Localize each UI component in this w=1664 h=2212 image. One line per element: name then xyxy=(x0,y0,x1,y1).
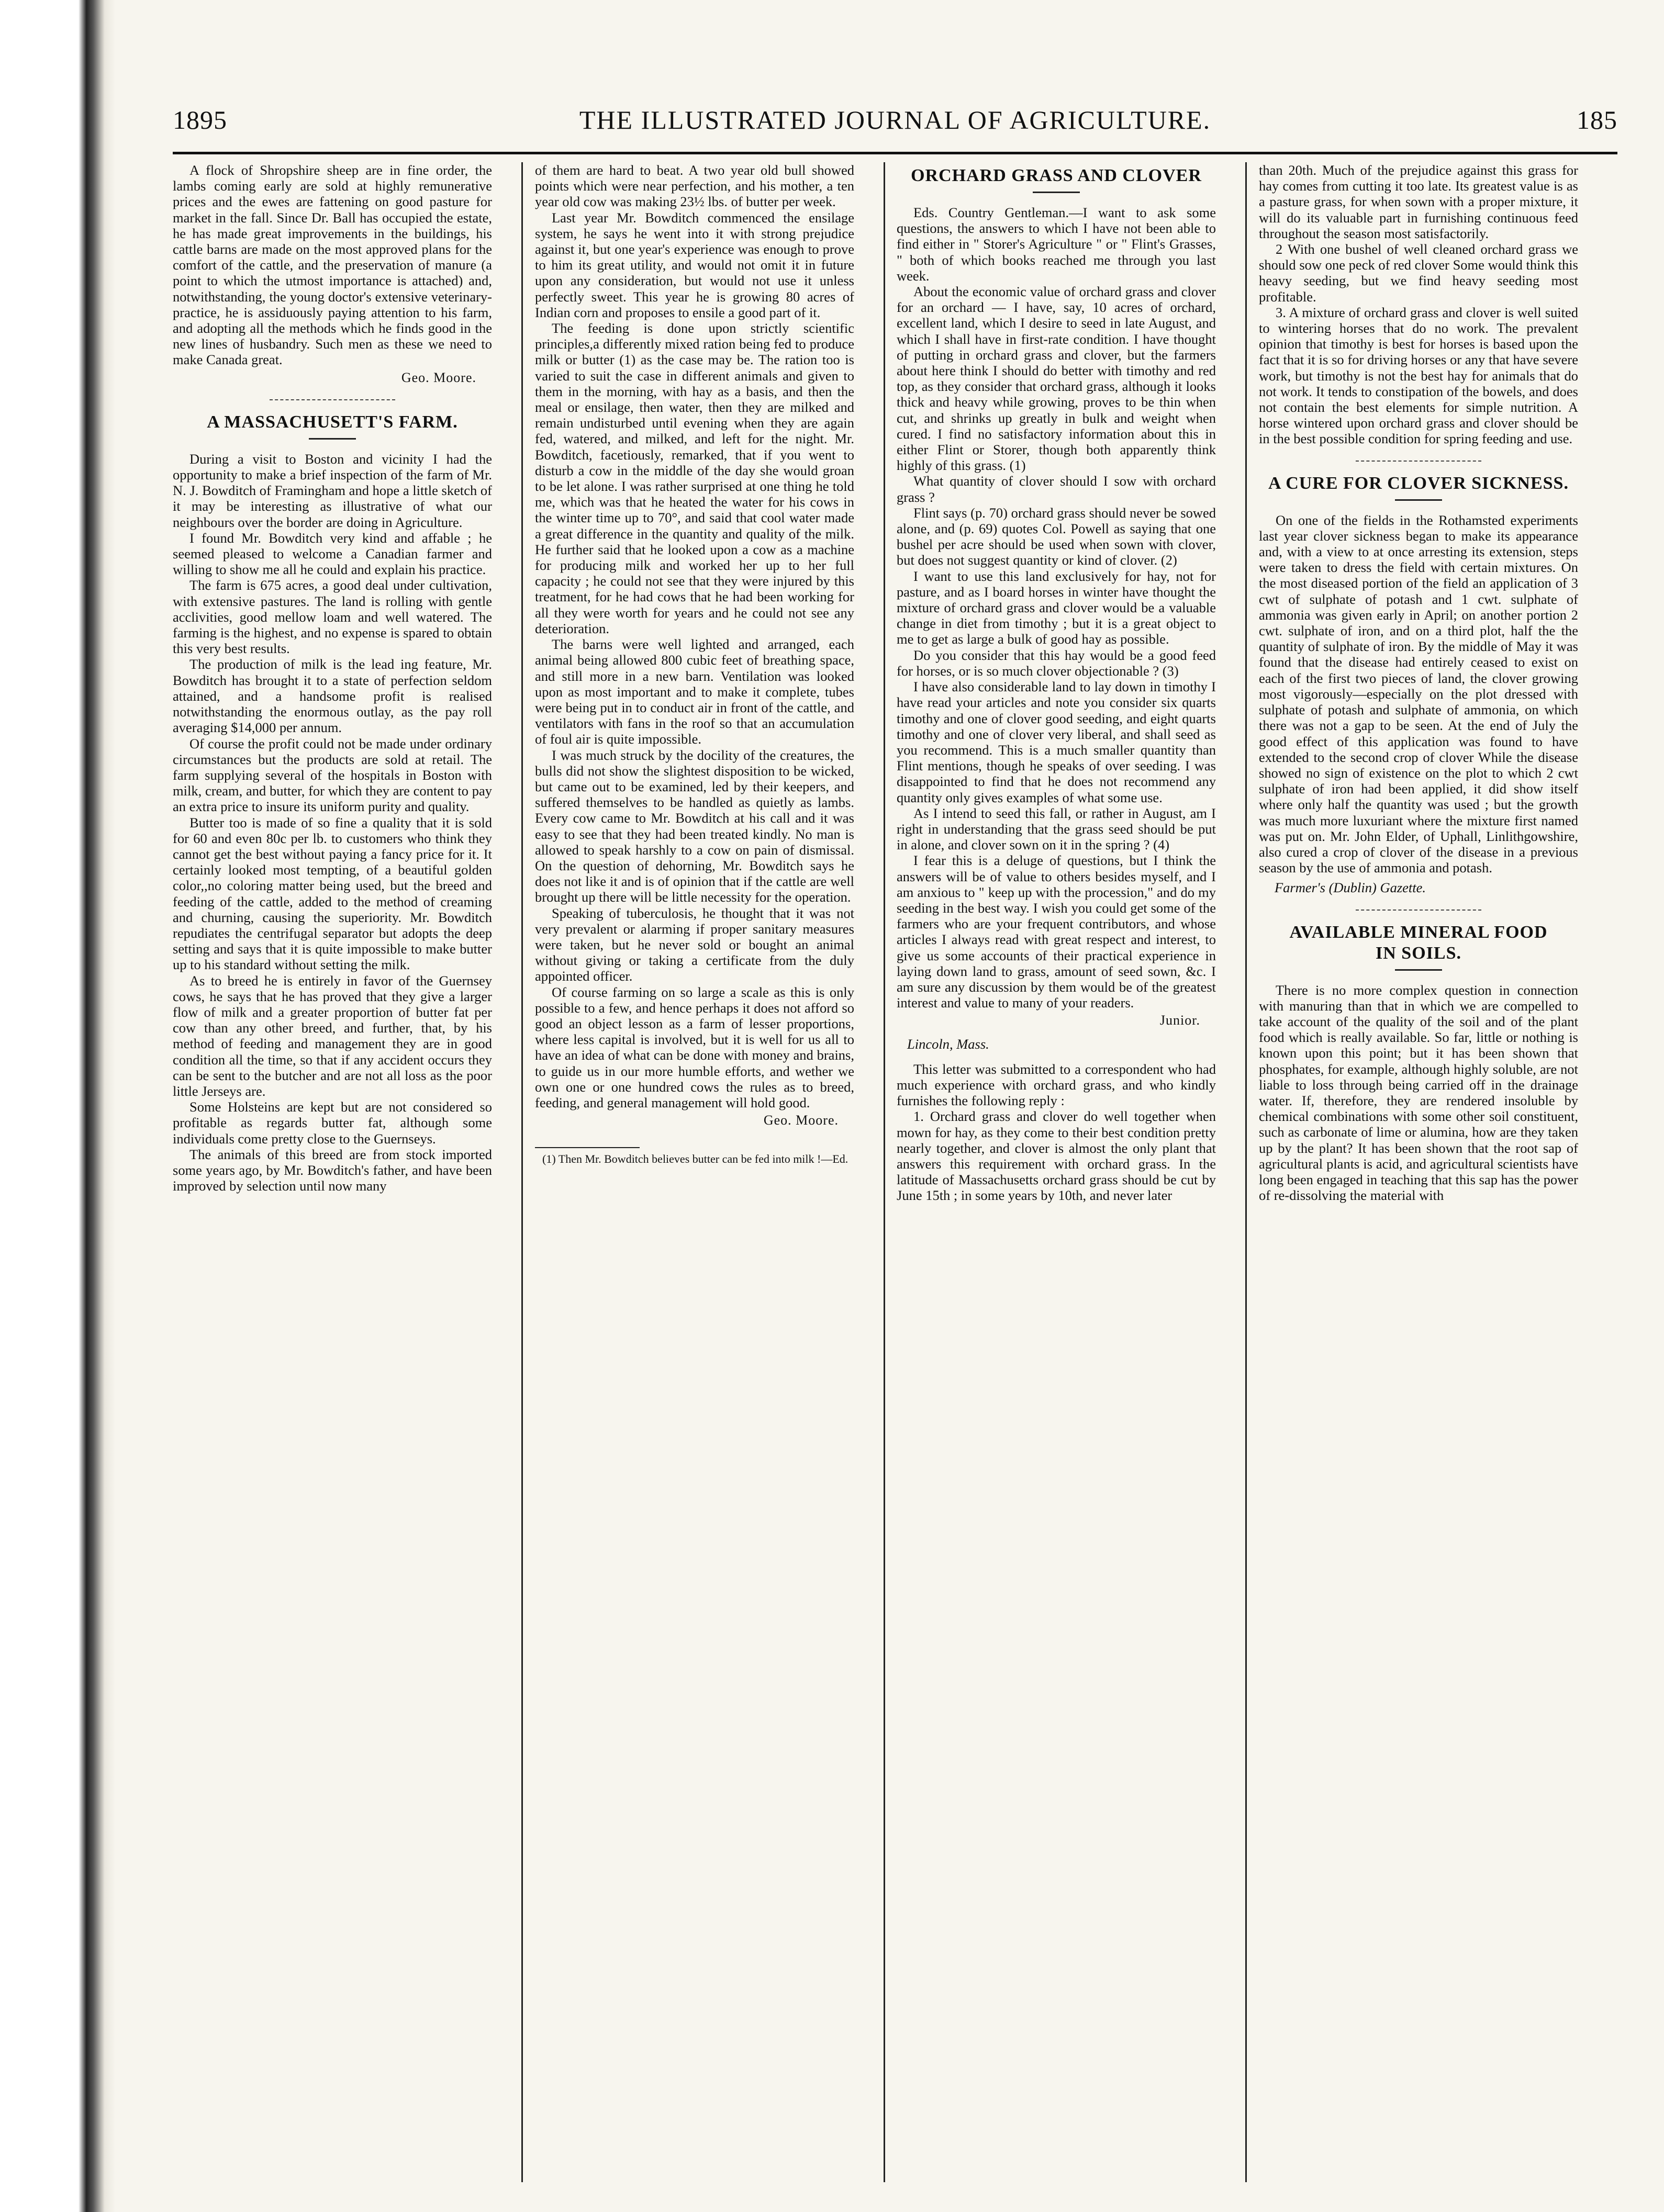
paragraph: Speaking of tuberculosis, he thought that it was not very prevalent or alarming if proper sanitary measures were taken, but he never sold or bought an animal without giving or taking a certificate from the duly appointed officer. xyxy=(535,905,854,984)
paragraph: A flock of Shropshire sheep are in fine order, the lambs coming early are sold at highly remunerative prices and the ewes are fattening on good pasture for market in the fall. Since Dr. Ball has occupied the estate, he has made great improvements in the buildings, his cattle barns are made on the most approved plans for the comfort of the cattle, and the preservation of manure (a point to which the utmost importance is attached) and, notwithstanding, the young doctor's extensive veterinary-practice, he is assiduously paying attention to his farm, and adopting all the methods which he finds good in the new lines of husbandry. Such men as these we need to make Canada great. xyxy=(173,162,492,368)
paragraph: of them are hard to beat. A two year old bull showed points which were near perfection, and his mother, a ten year old cow was making 23½ lbs. of butter per week. xyxy=(535,162,854,210)
article-heading-available-mineral-food: AVAILABLE MINERAL FOOD xyxy=(1289,922,1548,942)
paragraph: Eds. Country Gentleman.—I want to ask some questions, the answers to which I have not been able to find either in " Storer's Agriculture " or " Flint's Grasses, " both of which books reached me through you last week. xyxy=(897,205,1216,284)
signature: Junior. xyxy=(1159,1013,1200,1028)
heading-rule xyxy=(1395,499,1442,501)
paragraph: Do you consider that this hay would be a good feed for horses, or is so much clover objectionable ? (3) xyxy=(897,647,1216,679)
paragraph: As to breed he is entirely in favor of the Guernsey cows, he says that he has proved that they give a larger flow of milk and a greater proportion of butter fat per cow than any other breed, and further, that, by his method of feeding and management they are in good condition all the time, so that if any accident occurs they can be sent to the butcher and are not all loss as the poor little Jerseys are. xyxy=(173,972,492,1099)
column-rule-1 xyxy=(521,162,523,2182)
paragraph: I have also considerable land to lay down in timothy I have read your articles and note you consider six quarts timothy and one of clover good seeding, and eight quarts timothy and one of clover very liberal, and shall seed as you recommend. This is a much smaller quantity than Flint mentions, though he speaks of over seeding. I was disappointed to find that he does not recommend any quantity only gives examples of what some use. xyxy=(897,679,1216,805)
paragraph: I found Mr. Bowditch very kind and affable ; he seemed pleased to welcome a Canadian farmer and willing to show me all he could and explain his practice. xyxy=(173,530,492,578)
heading-rule xyxy=(1395,969,1442,971)
article-heading-massachusetts-farm: A MASSACHUSETT'S FARM. xyxy=(207,412,458,432)
heading-rule xyxy=(1033,192,1080,193)
footnote-rule xyxy=(535,1147,640,1148)
paragraph: 2 With one bushel of well cleaned orchard grass we should sow one peck of red clover Some would think this heavy seeding, but we find heavy seeding most profitable. xyxy=(1259,241,1578,305)
article-heading-in-soils: IN SOILS. xyxy=(1376,943,1461,963)
column-4 xyxy=(1259,162,1578,2182)
paragraph: than 20th. Much of the prejudice against this grass for hay comes from cutting it too late. Its greatest value is as a pasture grass, for when sown with a proper mixture, it will do its valuable part in furnishing continuous feed throughout the season most satisfactorily. xyxy=(1259,162,1578,241)
page-header xyxy=(173,105,1617,141)
header-year: 1895 xyxy=(173,105,227,134)
paragraph: 1. Orchard grass and clover do well together when mown for hay, as they come to their best condition pretty nearly together, and clover is almost the only plant that answers this requirement with orchard grass. In the latitude of Massachusetts orchard grass should be cut by June 15th ; in some years by 10th, and never later xyxy=(897,1108,1216,1204)
journal-title: THE ILLUSTRATED JOURNAL OF AGRICULTURE. xyxy=(579,105,1211,134)
section-separator xyxy=(1356,909,1481,911)
section-separator xyxy=(270,399,395,400)
paragraph: The barns were well lighted and arranged, each animal being allowed 800 cubic feet of breathing space, and still more in a new barn. Ventilation was looked upon as most important and to make it complete, tubes were being put in to conduct air in front of the cattle, and ventilators with fans in the roof so that an accumulation of foul air is quite impossible. xyxy=(535,636,854,747)
paragraph: Butter too is made of so fine a quality that it is sold for 60 and even 80c per lb. to customers who think they cannot get the best without paying a fancy price for it. It certainly looked most tempting, of a beautiful golden color,,no coloring matter being used, but the breed and feeding of the cattle, added to the method of creaming and churning, causing the superiority. Mr. Bowditch repudiates the centrifugal separator but adopts the deep setting and says that it is quite impossible to make butter up to his standard without setting the milk. xyxy=(173,814,492,973)
article-heading-clover-sickness: A CURE FOR CLOVER SICKNESS. xyxy=(1268,473,1569,493)
footnote: (1) Then Mr. Bowditch believes butter can be fed into milk !—Ed. xyxy=(542,1152,848,1166)
column-1 xyxy=(173,162,492,2182)
paragraph: I want to use this land exclusively for hay, not for pasture, and as I board horses in winter have thought the mixture of orchard grass and clover would be a valuable change in diet from timothy ; but it is a great object to me to get as large a bulk of good hay as possible. xyxy=(897,568,1216,647)
paragraph: The feeding is done upon strictly scientific principles,a differently mixed ration being fed to produce milk or butter (1) as the case may be. The ration too is varied to suit the case in different animals and given to them in the morning, with hay as a basis, and then the meal or ensilage, then water, then they are milked and remain undisturbed until evening when they are again fed, watered, and milked, and left for the night. Mr. Bowditch, facetiously, remarked, that if you went to disturb a cow in the middle of the day she would groan to be let alone. I was rather surprised at one thing he told me, which was that he heated the water for his cows in the winter time up to 70°, and said that cool water made a great difference in the quantity and quality of the milk. He further said that he looked upon a cow as a machine for producing milk and worked her up to her full capacity ; he could not see that they were injured by this treatment, for he had cows that he had been working for all they were worth for years and he could not see any deterioration. xyxy=(535,320,854,636)
column-rule-3 xyxy=(1245,162,1247,2182)
signature: Geo. Moore. xyxy=(401,369,476,385)
paragraph: I was much struck by the docility of the creatures, the bulls did not show the slightest disposition to be wicked, but came out to be examined, led by their keepers, and suffered themselves to be handled as quietly as lambs. Every cow came to Mr. Bowditch at his call and it was easy to see that they had been treated kindly. No man is allowed to speak harshly to a cow on pain of dismissal. On the question of dehorning, Mr. Bowditch says he does not like it and is of opinion that if the cattle are well brought up there will be little necessity for the operation. xyxy=(535,747,854,905)
dateline: Lincoln, Mass. xyxy=(907,1036,989,1052)
column-rule-2 xyxy=(884,162,885,2182)
paragraph: Of course farming on so large a scale as this is only possible to a few, and hence perhaps it does not afford so good an object lesson as a farm of lesser proportions, where less capital is involved, but it is well for us all to have an idea of what can be done with money and brains, to guide us in our more humble efforts, and wether we own one or one hundred cows the rules as to breed, feeding, and general management will hold good. xyxy=(535,984,854,1110)
paragraph: Last year Mr. Bowditch commenced the ensilage system, he says he went into it with strong prejudice against it, but one year's experience was enough to prove to him its great utility, and would not omit it in future upon any consideration, but would not use it unless perfectly sweet. This year he is growing 80 acres of Indian corn and proposes to ensile a good part of it. xyxy=(535,209,854,320)
paragraph: What quantity of clover should I sow with orchard grass ? xyxy=(897,473,1216,505)
paragraph: The animals of this breed are from stock imported some years ago, by Mr. Bowditch's father, and have been improved by selection until now many xyxy=(173,1146,492,1194)
column-3 xyxy=(897,162,1216,2182)
column-2 xyxy=(535,162,854,2182)
paragraph: There is no more complex question in connection with manuring than that in which we are compelled to take account of the quality of the soil and of the plant food which is really available. So far, little or nothing is known upon this point; but it has been shown that phosphates, for example, although highly soluble, are not liable to loss through being carried off in the drainage water. If, therefore, they are rendered insoluble by chemical combinations with some other soil constituent, such as carbonate of lime or alumina, how are they taken up by the plant? It has been shown that the root sap of agricultural plants is acid, and agricultural scientists have long been engaged in teaching that this sap has the power of re-dissolving the material with xyxy=(1259,982,1578,1204)
signature: Geo. Moore. xyxy=(763,1113,839,1128)
paragraph: During a visit to Boston and vicinity I had the opportunity to make a brief inspection of the farm of Mr. N. J. Bowditch of Framingham and hope a little sketch of it may be interesting as illustrative of what our neighbours over the border are doing in Agriculture. xyxy=(173,451,492,530)
binding-edge xyxy=(0,0,115,2212)
paragraph: I fear this is a deluge of questions, but I think the answers will be of value to others besides myself, and I am anxious to " keep up with the procession," and do my seeding in the best way. I wish you could get some of the farmers who are your frequent contributors, and whose articles I always read with great respect and interest, to give us some accounts of their practical experience in laying down land to grass, amount of seed sown, &c. I am sure any discussion by them would be of the greatest interest and value to many of your readers. xyxy=(897,852,1216,1011)
paragraph: On one of the fields in the Rothamsted experiments last year clover sickness began to make its appearance and, with a view to at once arresting its extension, steps were taken to dress the field with certain mixtures. On the most diseased portion of the field an application of 3 cwt of sulphate of potash and 1 cwt. sulphate of ammonia was given early in April; on another portion 2 cwt. sulphate of iron, and on a third plot, half the the quantity of sulphate of iron. By the middle of May it was found that the disease had entirely ceased to exist on each of the first two pieces of land, the clover growing most vigorously—especially on the plot dressed with sulphate of potash and sulphate of ammonia, on which there was not a gap to be seen. At the end of July the good effect of this application was found to have extended to the second crop of clover While the disease showed no sign of existence on the plot to which 2 cwt sulphate of iron had been applied, it did show itself where only half the quantity was used ; but the growth was much more luxuriant where the mixture first named was put on. Mr. John Elder, of Uphall, Linlithgowshire, also cured a crop of clover of the disease in a previous season by the use of ammonia and potash. xyxy=(1259,512,1578,876)
paragraph: About the economic value of orchard grass and clover for an orchard — I have, say, 10 acres of orchard, excellent land, which I desire to seed in late August, and which I shall have in first-rate condition. I have thought of putting in orchard grass and clover, but the farmers about here think I should do better with timothy and red top, as they consider that orchard grass, although it looks thick and heavy while growing, proves to be thin when cut, and shrinks up greatly in bulk and weight when cured. I find no satisfactory information about this in either Flint or Storer, though both apparently think highly of this grass. (1) xyxy=(897,284,1216,474)
header-rule xyxy=(173,152,1617,154)
paragraph: Some Holsteins are kept but are not considered so profitable as regards butter fat, although some individuals come pretty close to the Guernseys. xyxy=(173,1099,492,1147)
paragraph: 3. A mixture of orchard grass and clover is well suited to wintering horses that do no work. The prevalent opinion that timothy is best for horses is based upon the fact that it is so for driving horses or any that have severe work, but timothy is not the best hay for animals that do not work. It tends to constipation of the bowels, and does not contain the best elements for simple nutrition. A horse wintered upon orchard grass and clover should be in the best possible condition for spring feeding and use. xyxy=(1259,304,1578,447)
paragraph: Flint says (p. 70) orchard grass should never be sowed alone, and (p. 69) quotes Col. Powell as saying that one bushel per acre should be used when sown with clover, but does not suggest quantity or kind of clover. (2) xyxy=(897,504,1216,568)
paragraph: As I intend to seed this fall, or rather in August, am I right in understanding that the grass seed should be put in alone, and clover sown on it in the spring ? (4) xyxy=(897,805,1216,853)
paragraph: Of course the profit could not be made under ordinary circumstances but the products are sold at retail. The farm supplying several of the hospitals in Boston with milk, cream, and butter, for which they are content to pay an extra price to insure its uniform purity and quality. xyxy=(173,735,492,815)
section-separator xyxy=(1356,461,1481,462)
heading-rule xyxy=(309,438,356,440)
source-credit: Farmer's (Dublin) Gazette. xyxy=(1275,880,1426,896)
page-number: 185 xyxy=(1577,105,1617,134)
paragraph: This letter was submitted to a correspondent who had much experience with orchard grass, and who kindly furnishes the following reply : xyxy=(897,1061,1216,1109)
paragraph: The farm is 675 acres, a good deal under cultivation, with extensive pastures. The land is rolling with gentle acclivities, good mellow loam and well watered. The farming is the highest, and no expense is spared to obtain this very best results. xyxy=(173,577,492,657)
article-heading-orchard-grass: ORCHARD GRASS AND CLOVER xyxy=(911,166,1202,185)
paragraph: The production of milk is the lead ing feature, Mr. Bowditch has brought it to a state of perfection seldom attained, and a handsome profit is realised notwithstanding the enormous outlay, as the pay roll averaging $14,000 per annum. xyxy=(173,656,492,736)
